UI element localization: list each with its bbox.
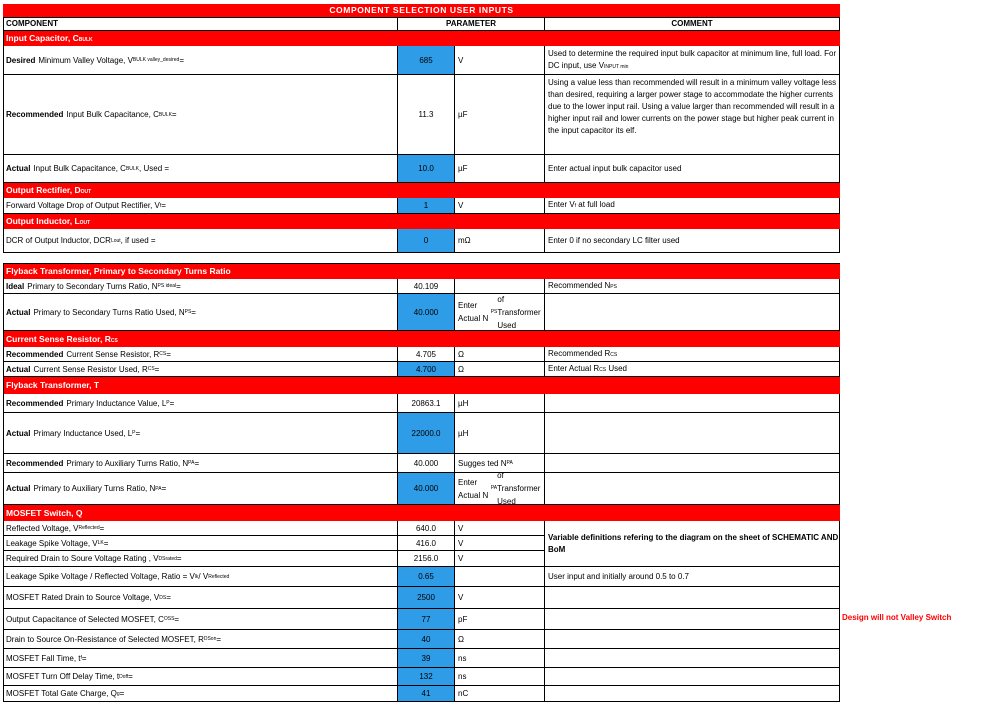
value-act_bulk[interactable] [398, 155, 455, 183]
comment-text [548, 235, 680, 247]
unit-text: V [458, 554, 464, 563]
unit-text: µF [458, 110, 468, 119]
comment-act_turns [545, 294, 840, 331]
comment-toff [545, 668, 840, 686]
comment-main: User input and initially around 0.5 to 0.7 [548, 571, 689, 581]
label-text: MOSFET Fall Time, t [6, 653, 81, 663]
comment-rdson [545, 630, 840, 649]
value-text: 640.0 [415, 523, 437, 533]
label-text: Minimum Valley Voltage, V [38, 55, 133, 65]
label-ratio [3, 567, 398, 587]
label-text: Leakage Spike Voltage, V [6, 538, 98, 548]
label-tail: , Used = [139, 164, 170, 173]
text-part: COMPONENT [6, 19, 58, 28]
comment-main: Using a value less than recommended will result in a minimum valley voltage less than desired, requiring a larger power stage to accommodate the higher currents due to the lower input rail. Using a value larger than recommended will result in a higher input rail and lower currents on the power stage but higher peak current in the input capacitor its elf. [548, 78, 837, 135]
value-text: 2500 [417, 593, 435, 602]
comment-text [548, 348, 617, 361]
label-tail: , if used = [120, 236, 156, 245]
unit-text: ns [458, 672, 467, 681]
label-text: Current Sense Resistor, R [66, 349, 160, 359]
value-act_rcs[interactable] [398, 362, 455, 377]
label-leakage [3, 536, 398, 551]
unit-vds [455, 587, 545, 609]
comment-text [548, 199, 615, 212]
unit-req_drain [455, 551, 545, 567]
label-subscript: PA [155, 485, 162, 492]
label-subscript: DS [159, 594, 167, 601]
value-rdson[interactable] [398, 630, 455, 649]
label-tail: = [119, 689, 125, 698]
label-tail: = [166, 593, 171, 602]
comment-main: Recommended N [548, 280, 611, 290]
label-text: Forward Voltage Drop of Output Rectifier, V [6, 201, 160, 210]
label-text: MOSFET Total Gate Charge, Q [6, 689, 117, 698]
title-text: COMPONENT SELECTION USER INPUTS [329, 5, 514, 15]
label-desired_valley [3, 46, 398, 75]
comment-main: Enter actual input bulk capacitor used [548, 163, 682, 173]
comment-dcr [545, 229, 840, 253]
comment-text [548, 571, 689, 583]
label-text: MOSFET Rated Drain to Source Voltage, V [6, 593, 160, 602]
unit-text: Ω [458, 364, 464, 374]
comment-vds [545, 587, 840, 609]
label-text: Output Capacitance of Selected MOSFET, C [6, 614, 164, 624]
comment-act_lp [545, 413, 840, 454]
comment-tail: Used [606, 363, 627, 373]
section-title: Flyback Transformer, Primary to Secondary Turns Ratio [6, 266, 231, 276]
section-title: Output Rectifier, D [6, 185, 81, 195]
label-subscript: P [166, 400, 170, 406]
unit-fall [455, 649, 545, 668]
section-mosfet [3, 505, 840, 521]
section-subscript: CS [110, 338, 118, 344]
unit-desired_valley [455, 46, 545, 75]
label-tail: = [135, 428, 141, 438]
label-text: Drain to Source On-Resistance of Selected MOSFET, R [6, 634, 204, 644]
unit-text: Enter Actual N [458, 301, 489, 323]
value-text: 416.0 [415, 538, 437, 548]
unit-reflected [455, 521, 545, 536]
label-dcr [3, 229, 398, 253]
section-current_sense [3, 331, 840, 347]
unit-qg [455, 686, 545, 702]
value-text: 39 [421, 653, 431, 663]
comment-text [548, 48, 839, 73]
label-subscript: DSrated [158, 555, 177, 562]
label-subscript: DSon [203, 636, 217, 642]
value-text: 40 [421, 634, 431, 644]
section-title: Input Capacitor, C [6, 33, 79, 43]
section-title: Current Sense Resistor, R [6, 334, 111, 344]
unit-rec_lp [455, 394, 545, 413]
unit-text: nC [458, 689, 469, 698]
label-subscript: Doff [119, 673, 129, 680]
unit-act_turns [455, 294, 545, 331]
unit-text: V [458, 201, 464, 210]
label-text: Leakage Spike Voltage / Reflected Voltage, Ratio = V [6, 572, 195, 581]
label-qg [3, 686, 398, 702]
unit-text: mΩ [458, 236, 471, 245]
value-text: 11.3 [418, 110, 434, 119]
label-subscript: BULK [125, 165, 140, 172]
unit-text: ns [458, 653, 467, 663]
label-tail: = [154, 364, 160, 374]
comment-text [548, 363, 627, 376]
label-act_lp [3, 413, 398, 454]
value-reflected [398, 521, 455, 536]
table-top-border-1 [3, 263, 840, 264]
label-tail: = [99, 523, 105, 533]
label-tail: = [161, 484, 167, 493]
mosfet-variable-note [545, 521, 840, 567]
unit-subscript: PS [490, 308, 498, 315]
header-parameter [398, 17, 545, 31]
value-ratio[interactable] [398, 567, 455, 587]
value-text: 40.000 [413, 307, 439, 317]
label-toff [3, 668, 398, 686]
label-subscript: Reflected [78, 525, 100, 531]
label-subscript: CS [159, 351, 167, 357]
label-reflected [3, 521, 398, 536]
label-act_rcs [3, 362, 398, 377]
comment-subscript: CS [599, 366, 607, 373]
label-rec_rcs [3, 347, 398, 362]
label-text: Primary Inductance Used, L [33, 428, 133, 438]
value-text: 77 [421, 614, 431, 624]
value-text: 10.0 [418, 164, 434, 173]
unit-act_rcs [455, 362, 545, 377]
unit-coss [455, 609, 545, 630]
text-part: COMMENT [671, 19, 713, 28]
label-tail: = [81, 653, 87, 663]
comment-subscript: f [574, 203, 577, 209]
value-text: 20863.1 [411, 398, 441, 408]
unit-text: Ω [458, 634, 464, 644]
label-emphasis: Actual [6, 164, 31, 173]
valley-switch-warning [842, 613, 977, 627]
unit-rec_bulk [455, 75, 545, 155]
label-subscript: OSS [163, 616, 175, 622]
label-tail: / V [198, 572, 209, 581]
comment-act_bulk [545, 155, 840, 183]
warning-text: Design will not Valley Switch [842, 613, 952, 622]
value-leakage [398, 536, 455, 551]
unit-text: Sugges ted N [458, 458, 507, 468]
value-text: 40.000 [413, 484, 439, 493]
value-dcr[interactable] [398, 229, 455, 253]
comment-tail: at full load [576, 200, 615, 209]
label-tail: = [191, 307, 196, 317]
unit-text: µH [458, 398, 469, 408]
value-text: 1 [423, 201, 429, 210]
value-text: 132 [419, 672, 433, 681]
label-text: DCR of Output Inductor, DCR [6, 236, 111, 245]
label-text: Input Bulk Capacitance, C [33, 164, 126, 173]
table-left-border-1 [3, 263, 4, 702]
label-emphasis: Actual [6, 364, 31, 374]
unit-toff [455, 668, 545, 686]
label-text: Input Bulk Capacitance, C [66, 110, 159, 119]
value-rec_lp [398, 394, 455, 413]
comment-rec_npa [545, 454, 840, 473]
label-emphasis: Recommended [6, 458, 64, 468]
label-tail: = [166, 349, 171, 359]
comment-main: Enter 0 if no secondary LC filter used [548, 235, 680, 245]
value-rec_rcs [398, 347, 455, 362]
label-subscript: PA [188, 460, 195, 466]
unit-act_lp [455, 413, 545, 454]
sheet-title [3, 4, 840, 17]
comment-fwd_drop [545, 198, 840, 214]
unit-rec_rcs [455, 347, 545, 362]
table-left-border-0 [3, 17, 4, 253]
label-act_turns [3, 294, 398, 331]
label-text: MOSFET Turn Off Delay Time, t [6, 672, 120, 681]
unit-subscript: PA [490, 485, 498, 491]
label-ideal_turns [3, 279, 398, 294]
unit-rdson [455, 630, 545, 649]
comment-coss [545, 609, 840, 630]
section-title: Output Inductor, L [6, 216, 80, 226]
label-emphasis: Desired [6, 55, 36, 65]
label-subscript: f [159, 202, 162, 209]
value-text: 4.700 [415, 364, 437, 374]
label-tail: = [174, 614, 180, 624]
comment-act_npa [545, 473, 840, 505]
label-tail: = [176, 281, 181, 291]
unit-subscript: PA [506, 459, 513, 466]
section-subscript: BULK [78, 37, 93, 43]
unit-dcr [455, 229, 545, 253]
comment-main: Used to determine the required input bulk capacitor at minimum line, full load. For DC input, use V [548, 48, 837, 70]
header-component [3, 17, 398, 31]
label-text: Required Drain to Soure Voltage Rating , V [6, 554, 159, 563]
section-flyback_t [3, 377, 840, 394]
unit-act_bulk [455, 155, 545, 183]
comment-act_rcs [545, 362, 840, 377]
value-act_lp[interactable] [398, 413, 455, 454]
label-tail: = [161, 201, 166, 210]
table-top-border-0 [3, 17, 840, 18]
unit-leakage [455, 536, 545, 551]
label-emphasis: Recommended [6, 398, 64, 408]
value-vds[interactable] [398, 587, 455, 609]
label-emphasis: Actual [6, 307, 31, 317]
label-rdson [3, 630, 398, 649]
comment-ratio [545, 567, 840, 587]
label-fall [3, 649, 398, 668]
section-subscript: OUT [80, 189, 92, 195]
label-vds [3, 587, 398, 609]
label-text: Primary to Auxiliary Turns Ratio, N [33, 484, 156, 493]
section-title: MOSFET Switch, Q [6, 508, 83, 518]
value-text: 40.000 [413, 458, 439, 468]
value-text: 22000.0 [411, 428, 441, 438]
unit-rec_npa [455, 454, 545, 473]
value-fwd_drop[interactable] [398, 198, 455, 214]
note-text: Variable definitions refering to the diagram on the sheet of SCHEMATIC AND BoM [548, 532, 839, 554]
label-subscript: Lout [110, 237, 121, 244]
label-subscript: LK [97, 540, 104, 546]
value-text: 41 [421, 689, 431, 698]
value-rec_npa [398, 454, 455, 473]
label-tail: = [176, 554, 182, 563]
section-flyback_turns [3, 263, 840, 279]
unit-act_npa [455, 473, 545, 505]
unit-text: µH [458, 428, 469, 438]
label-emphasis: Recommended [6, 349, 64, 359]
label-text: Primary to Auxiliary Turns Ratio, N [66, 458, 189, 468]
label-subscript: g [116, 690, 120, 697]
section-input_cap [3, 31, 840, 46]
unit-tail: of Transformer Used [497, 473, 541, 505]
value-desired_valley[interactable] [398, 46, 455, 75]
comment-rec_rcs [545, 347, 840, 362]
label-coss [3, 609, 398, 630]
comment-rec_bulk [545, 75, 840, 155]
label-tail: = [194, 458, 200, 468]
comment-fall [545, 649, 840, 668]
label-fwd_drop [3, 198, 398, 214]
value-text: 2156.0 [413, 554, 439, 563]
comment-text [548, 163, 681, 175]
unit-text: µF [458, 164, 468, 173]
value-text: 685 [419, 55, 433, 65]
section-output_ind [3, 214, 840, 229]
value-rec_bulk [398, 75, 455, 155]
comment-main: Recommended R [548, 348, 611, 358]
unit-text: Ω [458, 349, 464, 359]
label-act_npa [3, 473, 398, 505]
label-rec_bulk [3, 75, 398, 155]
unit-text: V [458, 593, 464, 602]
value-ideal_turns [398, 279, 455, 294]
comment-desired_valley [545, 46, 840, 75]
unit-text: V [458, 55, 464, 65]
section-title: Flyback Transformer, T [6, 380, 100, 390]
comment-text [548, 280, 617, 293]
header-comment [545, 17, 840, 31]
value-act_npa[interactable] [398, 473, 455, 505]
label-emphasis: Actual [6, 484, 31, 493]
label-tail: = [103, 538, 109, 548]
value-toff[interactable] [398, 668, 455, 686]
label-text: Reflected Voltage, V [6, 523, 79, 533]
unit-tail: of Transformer Used [497, 294, 541, 330]
value-text: 0 [423, 236, 429, 245]
section-subscript: OUT [79, 220, 91, 226]
label-rec_lp [3, 394, 398, 413]
label-act_bulk [3, 155, 398, 183]
label-tail: = [216, 634, 222, 644]
label-rec_npa [3, 454, 398, 473]
label-subscript: PS [184, 309, 192, 315]
comment-text [548, 77, 839, 137]
label-subscript: BULK valley_desired [132, 57, 180, 63]
value-qg[interactable] [398, 686, 455, 702]
label-subscript: lk [194, 573, 199, 580]
label-emphasis: Ideal [6, 281, 25, 291]
label-tail: = [171, 110, 177, 119]
label-emphasis: Recommended [6, 110, 64, 119]
label-subscript-2: Reflected [208, 573, 230, 580]
unit-text: V [458, 523, 464, 533]
value-fall[interactable] [398, 649, 455, 668]
unit-ratio [455, 567, 545, 587]
value-text: 0.65 [418, 572, 434, 581]
label-subscript: f [80, 655, 82, 661]
unit-text: Enter Actual N [458, 477, 489, 500]
label-subscript: CS [147, 366, 155, 372]
label-tail: = [169, 398, 175, 408]
label-tail: = [179, 55, 185, 65]
label-emphasis: Actual [6, 428, 31, 438]
comment-subscript: PS [610, 283, 617, 290]
comment-subscript: CS [610, 351, 618, 358]
label-req_drain [3, 551, 398, 567]
unit-text: V [458, 538, 464, 548]
value-act_turns[interactable] [398, 294, 455, 331]
comment-subscript: INPUT min [604, 63, 629, 70]
unit-text: pF [458, 614, 468, 624]
label-text: Primary Inductance Value, L [66, 398, 167, 408]
unit-ideal_turns [455, 279, 545, 294]
comment-qg [545, 686, 840, 702]
comment-main: Enter Actual R [548, 363, 600, 373]
label-text: Primary to Secondary Turns Ratio, N [27, 281, 158, 291]
label-tail: = [128, 672, 133, 681]
label-subscript: P [132, 430, 136, 436]
section-output_rect [3, 183, 840, 198]
label-subscript: BULK [158, 111, 172, 118]
text-part: PARAMETER [445, 19, 497, 28]
value-text: 40.109 [413, 281, 439, 291]
comment-main: Enter V [548, 200, 575, 209]
unit-fwd_drop [455, 198, 545, 214]
value-text: 4.705 [415, 349, 437, 359]
comment-rec_lp [545, 394, 840, 413]
comment-ideal_turns [545, 279, 840, 294]
value-coss[interactable] [398, 609, 455, 630]
label-subscript: PS ideal [157, 283, 177, 289]
label-text: Primary to Secondary Turns Ratio Used, N [33, 307, 185, 317]
value-req_drain [398, 551, 455, 567]
label-text: Current Sense Resistor Used, R [33, 364, 148, 374]
